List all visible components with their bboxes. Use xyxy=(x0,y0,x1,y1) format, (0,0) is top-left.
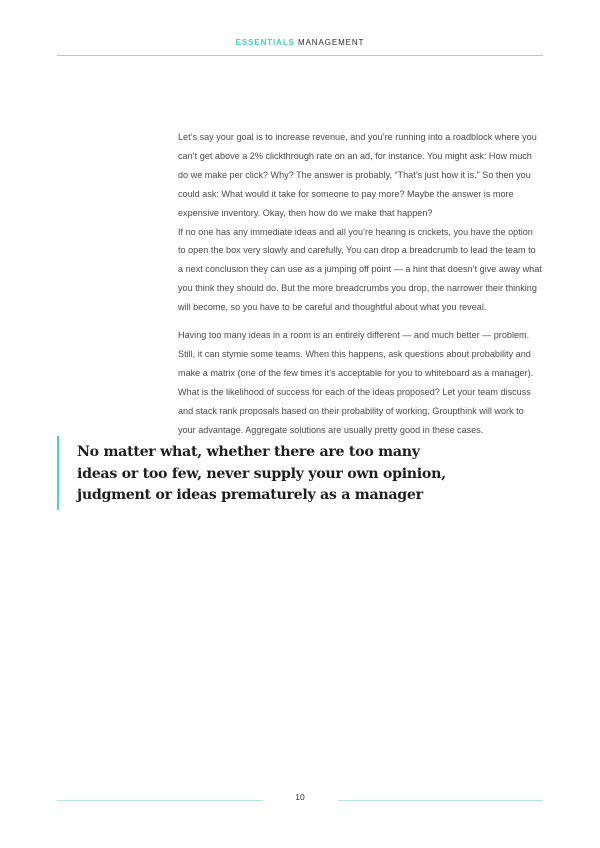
header-accent: ESSENTIALS xyxy=(235,38,295,47)
footer-divider-right xyxy=(338,800,543,801)
body-text xyxy=(178,128,542,440)
footer-divider-left xyxy=(57,800,263,801)
header-divider xyxy=(57,55,543,56)
paragraph: Let’s say your goal is to increase revenue, and you’re running into a roadblock where you can’t get above a 2% clickthrough rate on an ad, for instance. You might ask: How much do we make per click? Why? The answer is probably, “That’s just how it is.” So then you could ask: What would it take for someone to pay more? Maybe the answer is more expensive inventory. Okay, then how do we make that happen? xyxy=(178,132,537,218)
page-number: 10 xyxy=(295,792,305,802)
header-title: MANAGEMENT xyxy=(298,38,365,47)
paragraph: If no one has any immediate ideas and all you’re hearing is crickets, you have the option to open the box very slowly and carefully. You can drop a breadcrumb to lead the team to a next conclusion they can use as a jumping off point — a hint that doesn’t give away what you think they should do. But the more breadcrumbs you drop, the narrower their thinking will become, so you have to be careful and thoughtful about what you reveal. xyxy=(178,226,542,313)
paragraph: Having too many ideas in a room is an entirely different — and much better — problem. Still, it can stymie some teams. When this happens, ask questions about probability and make a matrix (one of the few times it’s acceptable for you to whiteboard as a manager). What is the likelihood of success for each of the ideas proposed? Let your team discuss and stack rank proposals based on their probability of working. Groupthink will work to your advantage. Aggregate solutions are usually pretty good in these cases. xyxy=(178,330,534,435)
pull-quote: No matter what, whether there are too many ideas or too few, never supply your own opinion, judgment or ideas prematurely as a manager xyxy=(77,444,446,503)
pull-quote-bar xyxy=(57,436,59,510)
running-header xyxy=(0,38,600,47)
